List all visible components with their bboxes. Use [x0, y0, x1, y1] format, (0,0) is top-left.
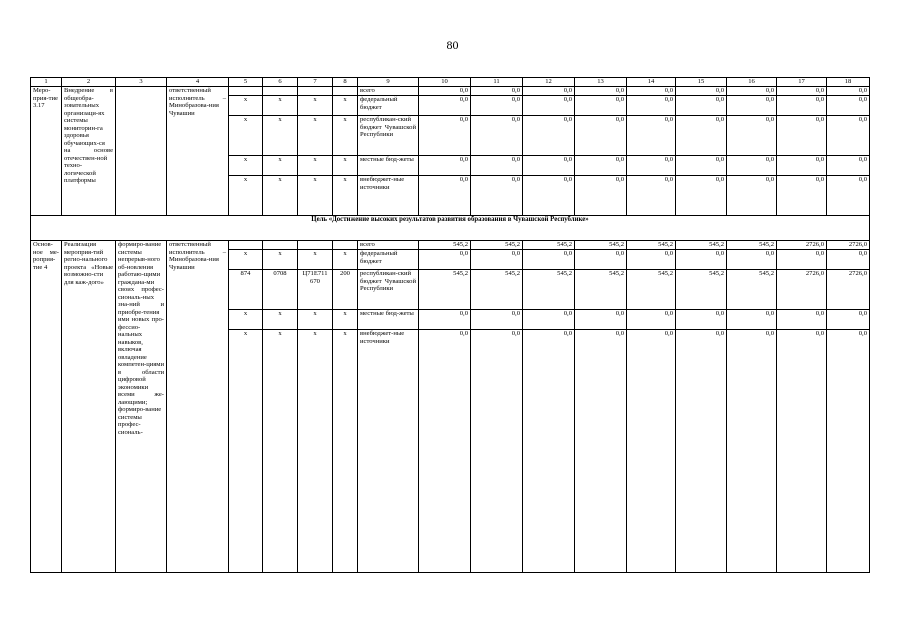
budget-code-csr: x: [298, 176, 333, 216]
column-number-5: 5: [229, 78, 263, 87]
funding-amount: 0,0: [827, 87, 870, 96]
funding-amount: 545,2: [627, 241, 676, 250]
funding-amount: 0,0: [471, 116, 523, 156]
column-number-2: 2: [62, 78, 116, 87]
funding-amount: 0,0: [523, 176, 575, 216]
funding-source: федеральный бюджет: [358, 250, 419, 270]
column-number-10: 10: [419, 78, 471, 87]
activity-number: Основ-ное ме-роприя-тие 4: [31, 241, 62, 573]
page-number: 80: [446, 38, 459, 52]
budget-code-vr: x: [333, 330, 358, 573]
funding-amount: 0,0: [676, 310, 727, 330]
activity-name: Внедрение в общеобра-зовательных организаци-ях системы мониторин-га здоровья обучающих-ся на основе отечествен-ной техно-логической платформы: [62, 87, 116, 216]
responsible-executor: ответственный исполнитель – Минобразова-ния Чувашии: [167, 241, 229, 573]
funding-amount: 0,0: [523, 250, 575, 270]
budget-code-rzpr: 0708: [263, 270, 298, 310]
budget-code-vr: 200: [333, 270, 358, 310]
funding-amount: 0,0: [827, 330, 870, 573]
budget-code-grbs: x: [229, 96, 263, 116]
funding-amount: 0,0: [471, 96, 523, 116]
funding-amount: 0,0: [419, 250, 471, 270]
funding-amount: 0,0: [627, 116, 676, 156]
funding-amount: 2726,0: [827, 270, 870, 310]
funding-amount: 0,0: [575, 310, 627, 330]
funding-amount: 0,0: [827, 310, 870, 330]
budget-code-rzpr: x: [263, 250, 298, 270]
activity-description: [116, 87, 167, 216]
funding-amount: 545,2: [727, 270, 777, 310]
budget-code-csr: [298, 87, 333, 96]
funding-amount: 0,0: [523, 116, 575, 156]
budget-code-vr: [333, 87, 358, 96]
column-number-9: 9: [358, 78, 419, 87]
funding-amount: 0,0: [419, 176, 471, 216]
budget-code-grbs: [229, 87, 263, 96]
funding-amount: 0,0: [523, 310, 575, 330]
budget-code-csr: x: [298, 250, 333, 270]
budget-code-rzpr: x: [263, 156, 298, 176]
budget-code-grbs: [229, 241, 263, 250]
funding-amount: 0,0: [827, 96, 870, 116]
funding-amount: 545,2: [471, 241, 523, 250]
budget-code-rzpr: x: [263, 176, 298, 216]
funding-source: всего: [358, 241, 419, 250]
funding-amount: 0,0: [419, 87, 471, 96]
funding-source: республикан-ский бюджет Чувашской Республики: [358, 116, 419, 156]
funding-amount: 545,2: [575, 241, 627, 250]
funding-amount: 0,0: [827, 176, 870, 216]
budget-code-vr: x: [333, 156, 358, 176]
funding-source: внебюджет-ные источники: [358, 330, 419, 573]
funding-amount: 0,0: [676, 330, 727, 573]
funding-amount: 0,0: [575, 176, 627, 216]
column-number-12: 12: [523, 78, 575, 87]
budget-code-grbs: x: [229, 330, 263, 573]
funding-amount: 0,0: [676, 176, 727, 216]
funding-amount: 545,2: [419, 241, 471, 250]
funding-amount: 0,0: [777, 96, 827, 116]
funding-amount: 545,2: [471, 270, 523, 310]
funding-amount: 0,0: [471, 156, 523, 176]
budget-code-rzpr: x: [263, 96, 298, 116]
funding-amount: 0,0: [727, 310, 777, 330]
funding-amount: 0,0: [471, 176, 523, 216]
funding-amount: 0,0: [627, 87, 676, 96]
funding-amount: 545,2: [727, 241, 777, 250]
funding-amount: 545,2: [419, 270, 471, 310]
goal-heading: Цель «Достижение высоких результатов развития образования в Чувашской Республике»: [31, 216, 870, 241]
budget-code-grbs: x: [229, 156, 263, 176]
funding-amount: 0,0: [627, 310, 676, 330]
budget-code-grbs: x: [229, 116, 263, 156]
budget-code-vr: x: [333, 96, 358, 116]
funding-amount: 0,0: [777, 250, 827, 270]
funding-amount: 545,2: [575, 270, 627, 310]
funding-amount: 0,0: [727, 116, 777, 156]
funding-amount: 545,2: [523, 270, 575, 310]
funding-amount: 545,2: [627, 270, 676, 310]
column-number-14: 14: [627, 78, 676, 87]
funding-amount: 0,0: [727, 250, 777, 270]
funding-amount: 0,0: [523, 96, 575, 116]
budget-code-csr: [298, 241, 333, 250]
budget-code-vr: [333, 241, 358, 250]
funding-amount: 0,0: [727, 87, 777, 96]
table-row: [31, 87, 870, 96]
funding-amount: 2726,0: [777, 270, 827, 310]
funding-amount: 545,2: [523, 241, 575, 250]
budget-code-rzpr: [263, 241, 298, 250]
column-number-3: 3: [116, 78, 167, 87]
funding-amount: 0,0: [419, 330, 471, 573]
funding-amount: 0,0: [727, 176, 777, 216]
funding-amount: 0,0: [575, 96, 627, 116]
funding-amount: 0,0: [419, 116, 471, 156]
budget-code-vr: x: [333, 176, 358, 216]
funding-amount: 0,0: [827, 250, 870, 270]
funding-source: местные бюд-жеты: [358, 310, 419, 330]
funding-amount: 0,0: [471, 250, 523, 270]
funding-amount: 2726,0: [777, 241, 827, 250]
column-number-17: 17: [777, 78, 827, 87]
funding-amount: 0,0: [727, 156, 777, 176]
funding-amount: 0,0: [676, 250, 727, 270]
funding-amount: 0,0: [777, 330, 827, 573]
activity-number: Меро-прия-тие 3.17: [31, 87, 62, 216]
column-number-row: [31, 78, 870, 87]
column-number-1: 1: [31, 78, 62, 87]
activity-description: формиро-вание системы непрерыв-ного об-новления работаю-щими граждана-ми своих профес-сиональ-ных зна-ний и приобре-тения ими новых про-фессио-нальных навыков, включая овладение компетен-циями в области цифровой экономики всеми же-лающими; формиро-вание системы профес-сиональ-: [116, 241, 167, 573]
budget-code-csr: x: [298, 116, 333, 156]
funding-amount: 0,0: [575, 250, 627, 270]
funding-amount: 0,0: [777, 156, 827, 176]
funding-amount: 0,0: [777, 116, 827, 156]
funding-source: республикан-ский бюджет Чувашской Республики: [358, 270, 419, 310]
funding-amount: 0,0: [575, 87, 627, 96]
budget-code-grbs: 874: [229, 270, 263, 310]
goal-row: [31, 216, 870, 241]
budget-code-grbs: x: [229, 250, 263, 270]
funding-amount: 0,0: [777, 176, 827, 216]
funding-amount: 0,0: [627, 156, 676, 176]
column-number-16: 16: [727, 78, 777, 87]
funding-amount: 0,0: [471, 87, 523, 96]
funding-amount: 2726,0: [827, 241, 870, 250]
funding-amount: 0,0: [523, 87, 575, 96]
funding-amount: 0,0: [575, 156, 627, 176]
funding-amount: 0,0: [727, 96, 777, 116]
funding-amount: 0,0: [419, 310, 471, 330]
funding-source: местные бюд-жеты: [358, 156, 419, 176]
funding-amount: 545,2: [676, 241, 727, 250]
column-number-15: 15: [676, 78, 727, 87]
funding-amount: 0,0: [777, 87, 827, 96]
funding-amount: 0,0: [676, 87, 727, 96]
funding-source: внебюджет-ные источники: [358, 176, 419, 216]
funding-amount: 0,0: [627, 96, 676, 116]
budget-code-rzpr: x: [263, 310, 298, 330]
column-number-18: 18: [827, 78, 870, 87]
funding-amount: 0,0: [727, 330, 777, 573]
funding-amount: 0,0: [676, 116, 727, 156]
activity-name: Реализация мероприя-тий регио-нального проекта «Новые возможно-сти для каж-дого»: [62, 241, 116, 573]
column-number-13: 13: [575, 78, 627, 87]
funding-amount: 0,0: [523, 156, 575, 176]
funding-amount: 0,0: [627, 176, 676, 216]
funding-amount: 0,0: [523, 330, 575, 573]
program-table: [30, 77, 870, 573]
funding-amount: 0,0: [471, 330, 523, 573]
column-number-4: 4: [167, 78, 229, 87]
funding-amount: 545,2: [676, 270, 727, 310]
funding-amount: 0,0: [627, 250, 676, 270]
budget-code-rzpr: x: [263, 116, 298, 156]
budget-code-csr: x: [298, 156, 333, 176]
table-row: [31, 241, 870, 250]
funding-amount: 0,0: [676, 156, 727, 176]
funding-amount: 0,0: [575, 330, 627, 573]
funding-source: федеральный бюджет: [358, 96, 419, 116]
funding-amount: 0,0: [827, 156, 870, 176]
column-number-7: 7: [298, 78, 333, 87]
budget-code-csr: x: [298, 330, 333, 573]
column-number-11: 11: [471, 78, 523, 87]
funding-amount: 0,0: [777, 310, 827, 330]
funding-amount: 0,0: [627, 330, 676, 573]
column-number-8: 8: [333, 78, 358, 87]
funding-amount: 0,0: [676, 96, 727, 116]
budget-code-vr: x: [333, 310, 358, 330]
budget-code-csr: Ц71Е711 670: [298, 270, 333, 310]
budget-code-rzpr: x: [263, 330, 298, 573]
funding-amount: 0,0: [419, 156, 471, 176]
budget-code-csr: x: [298, 310, 333, 330]
budget-code-grbs: x: [229, 310, 263, 330]
budget-code-grbs: x: [229, 176, 263, 216]
budget-code-rzpr: [263, 87, 298, 96]
column-number-6: 6: [263, 78, 298, 87]
funding-amount: 0,0: [419, 96, 471, 116]
budget-code-vr: x: [333, 116, 358, 156]
funding-amount: 0,0: [575, 116, 627, 156]
responsible-executor: ответственный исполнитель – Минобразова-ния Чувашии: [167, 87, 229, 216]
funding-amount: 0,0: [471, 310, 523, 330]
budget-code-csr: x: [298, 96, 333, 116]
funding-amount: 0,0: [827, 116, 870, 156]
budget-code-vr: x: [333, 250, 358, 270]
funding-source: всего: [358, 87, 419, 96]
